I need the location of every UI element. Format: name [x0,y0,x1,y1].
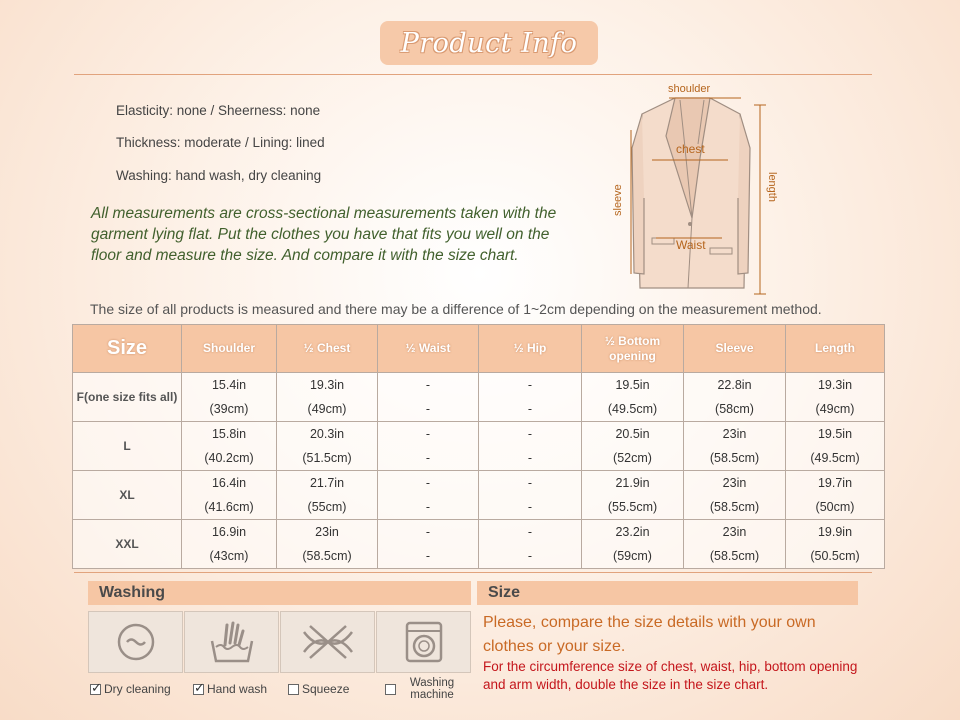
table-cell: 15.4in (39cm) [182,373,277,422]
table-cell: 23in (58.5cm) [277,520,378,569]
table-cell: - - [378,422,479,471]
dry-cleaning-option[interactable] [88,676,183,702]
row-size-label: XL [73,471,182,520]
table-cell: - - [479,373,582,422]
squeeze-label: Squeeze [302,682,350,696]
row-size-label: F(one size fits all) [73,373,182,422]
diagram-label-chest: chest [676,142,705,156]
table-row [73,520,885,569]
garment-diagram [600,78,800,300]
table-cell: 16.9in (43cm) [182,520,277,569]
bottom-divider [74,572,872,573]
header-length: Length [786,325,885,373]
header-half-chest: ½ Chest [277,325,378,373]
table-cell: 20.3in (51.5cm) [277,422,378,471]
size-heading: Size [477,581,858,605]
table-cell: 19.9in (50.5cm) [786,520,885,569]
hand-wash-label: Hand wash [207,682,268,696]
header-half-bottom-opening: ½ Bottom opening [582,325,684,373]
header-half-hip: ½ Hip [479,325,582,373]
table-cell: - - [479,520,582,569]
top-divider [74,74,872,75]
row-size-label: XXL [73,520,182,569]
table-cell: 20.5in (52cm) [582,422,684,471]
squeeze-checkbox[interactable] [288,684,299,695]
no-wring-icon [280,611,375,673]
table-cell: 23.2in (59cm) [582,520,684,569]
diagram-label-sleeve: sleeve [612,184,624,216]
washing-machine-icon [376,611,471,673]
table-cell: 23in (58.5cm) [684,471,786,520]
table-cell: 21.7in (55cm) [277,471,378,520]
table-cell: 19.7in (50cm) [786,471,885,520]
washing-machine-checkbox[interactable] [385,684,396,695]
table-row [73,373,885,422]
squeeze-option[interactable] [286,676,381,702]
hand-wash-option[interactable] [191,676,286,702]
washing-heading: Washing [88,581,471,605]
header-sleeve: Sleeve [684,325,786,373]
table-cell: - - [479,471,582,520]
spec-elasticity: Elasticity: none / Sheerness: none [116,103,321,118]
table-cell: - - [479,422,582,471]
table-cell: - - [378,373,479,422]
header-shoulder: Shoulder [182,325,277,373]
washing-options [88,611,471,703]
diagram-label-waist: Waist [676,238,706,252]
size-compare-text: Please, compare the size details with your own clothes or your size. [483,614,816,655]
header-half-waist: ½ Waist [378,325,479,373]
table-cell: 19.3in (49cm) [786,373,885,422]
table-cell: 19.5in (49.5cm) [786,422,885,471]
diagram-label-length: length [766,172,778,202]
row-size-label: L [73,422,182,471]
table-cell: 21.9in (55.5cm) [582,471,684,520]
header-size: Size [73,325,182,373]
table-cell: 23in (58.5cm) [684,520,786,569]
washing-machine-label: Washing machine [409,677,455,701]
table-cell: - - [378,520,479,569]
hand-wash-icon [184,611,279,673]
table-row [73,422,885,471]
table-cell: 19.3in (49cm) [277,373,378,422]
dry-cleaning-label: Dry cleaning [104,682,171,696]
spec-thickness: Thickness: moderate / Lining: lined [116,135,325,150]
hand-wash-checkbox[interactable] [193,684,204,695]
page-title: Product Info [380,21,598,65]
spec-washing: Washing: hand wash, dry cleaning [116,168,322,183]
table-cell: 16.4in (41.6cm) [182,471,277,520]
measurement-difference-note: The size of all products is measured and there may be a difference of 1~2cm depending on the measurement method. [90,301,822,317]
size-circumference-text: For the circumference size of chest, waist, hip, bottom opening and arm width, double the size in the size chart. [483,659,858,692]
table-cell: - - [378,471,479,520]
diagram-label-shoulder: shoulder [668,83,711,95]
size-chart-table [72,324,885,569]
washing-machine-option[interactable] [383,676,478,702]
table-cell: 23in (58.5cm) [684,422,786,471]
table-cell: 19.5in (49.5cm) [582,373,684,422]
dry-cleaning-icon [88,611,183,673]
dry-cleaning-checkbox[interactable] [90,684,101,695]
measurement-note: All measurements are cross-sectional measurements taken with the garment lying flat. Put the clothes you have that fits you well on the floor and measure the size. And compare it with the size chart. [91,205,557,264]
size-table-header [73,325,885,373]
table-cell: 15.8in (40.2cm) [182,422,277,471]
table-cell: 22.8in (58cm) [684,373,786,422]
table-row [73,471,885,520]
